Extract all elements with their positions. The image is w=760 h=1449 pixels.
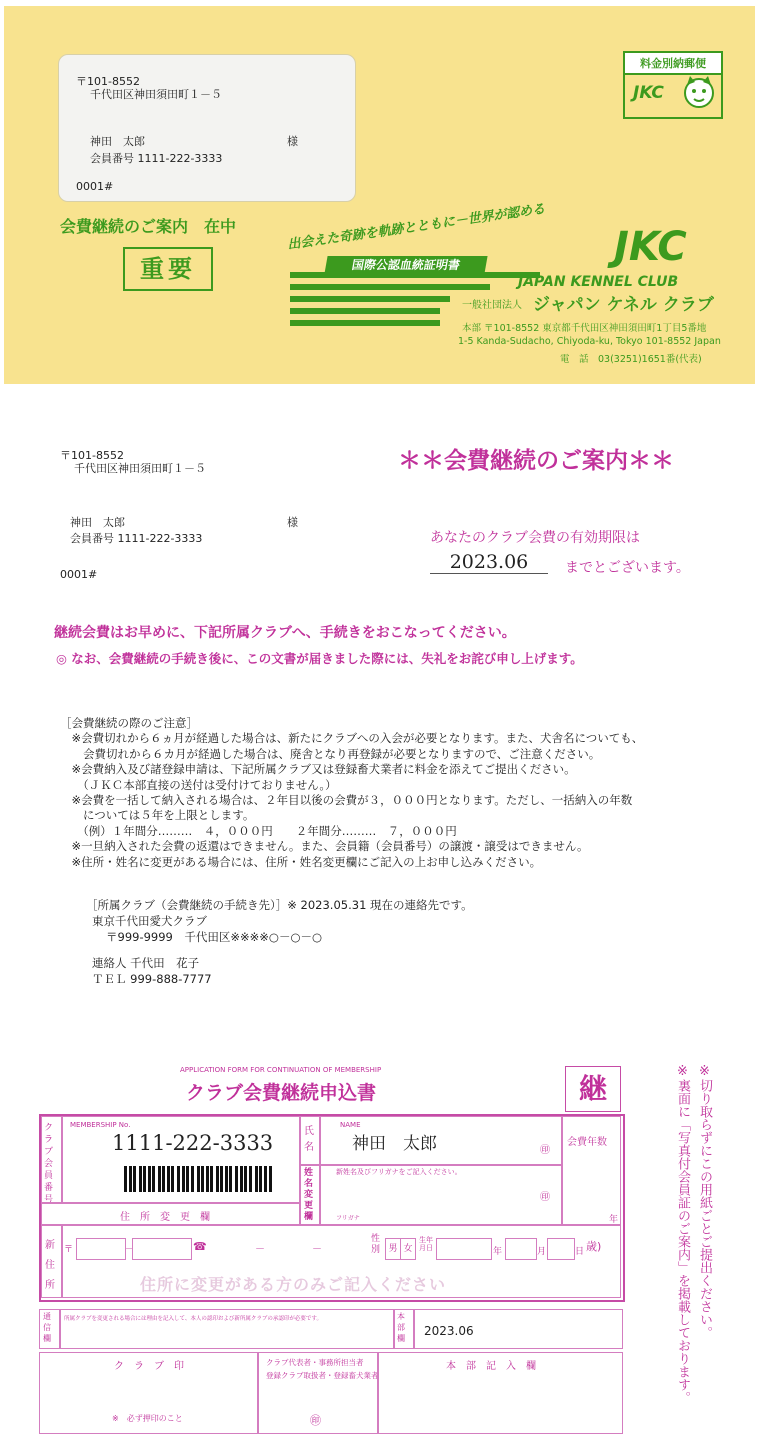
pedigree-banner: 国際公認血統証明書 [324,256,487,274]
note-line: ※会費納入及び諸登録申請は、下記所属クラブ又は登録畜犬業者に料金を添えてご提出ください。 [60,762,576,777]
rep-seal: ㊞ [310,1414,321,1427]
form-subtitle: APPLICATION FORM FOR CONTINUATION OF MEMBERSHIP [180,1066,382,1074]
membership-no: 1111-222-3333 [112,1131,274,1155]
window-code: 0001# [76,180,114,193]
phone-dash-2: － [312,1244,322,1255]
name-label: 氏名 [304,1126,314,1153]
rep-line-2: 登録クラブ取扱者・登録畜犬業者 [266,1371,379,1380]
letter-address: 千代田区神田須田町１－５ [74,462,206,475]
zip-dash: － [125,1245,135,1255]
expiry-suffix: までとございます。 [565,560,690,576]
note-line: ※会費を一括して納入される場合は、２年目以後の会費が３，０００円となります。ただし、一括納入の年数 [60,793,633,808]
club-tel: ＴＥＬ 999-888-7777 [92,972,212,986]
age-label: 歳) [586,1240,602,1253]
birth-label: 生年月日 [419,1236,433,1252]
note-line: ※一旦納入された会費の返還はできません。また、会員籍（会員番号）の譲渡・譲受はできません。 [60,839,589,854]
letter-code: 0001# [60,568,98,581]
notice-2: ◎ なお、会費継続の手続き後に、この文書が届きました際には、失礼をお詫び申し上げます。 [56,651,583,666]
furigana-label: フリガナ [336,1215,360,1222]
male-option[interactable]: 男 [385,1238,401,1260]
window-name: 神田 太郎 [90,135,145,148]
club-name: 東京千代田愛犬クラブ [92,914,207,928]
note-line: 会費切れから６カ月が経過した場合は、廃舎となり再登録が必要となりますので、ご注意ください。 [60,746,601,761]
continue-mark: 継 [565,1066,621,1112]
org-prefix: 一般社団法人 [462,300,522,311]
club-name-en: JAPAN KENNEL CLUB [518,274,679,290]
club-heading: ［所属クラブ（会費継続の手続き先）］※ 2023.05.31 現在の連絡先です。 [86,898,473,912]
dog-icon [681,75,717,111]
hq-address: 本部 〒101-8552 東京都千代田区神田須田町1丁目5番地 [462,323,707,334]
name-value: 神田 太郎 [352,1134,437,1154]
name-seal: ㊞ [540,1145,550,1156]
zip-boxes-2[interactable] [132,1238,192,1260]
birth-day-boxes[interactable] [547,1238,575,1260]
address-change-label: 住 所 変 更 欄 [120,1212,210,1223]
birth-month-unit: 月 [537,1247,547,1257]
name-change-label: 姓名変更欄 [304,1168,314,1222]
fee-years-label: 会費年数 [567,1137,607,1148]
address-watermark: 住所に変更がある方のみご記入ください [140,1275,447,1294]
note-line: ※住所・姓名に変更がある場合には、住所・姓名変更欄にご記入の上お申し込みください。 [60,854,542,869]
stamp-logo: JKC [633,83,664,103]
expiry-intro: あなたのクラブ会費の有効期限は [430,530,640,546]
side-note-1: ※切り取らずにこの用紙ごとご提出ください。 [697,1064,712,1339]
enclosed-label: 会費継続のご案内 在中 [60,217,237,236]
letter-title: ＊＊会費継続のご案内＊＊ [398,448,674,474]
note-line: ［会費継続の際のご注意］ [60,716,198,730]
comm-label: 通信欄 [43,1312,51,1343]
hq-label: 本部欄 [397,1312,405,1343]
rep-line-1: クラブ代表者・事務所担当者 [266,1358,364,1367]
note-line: （ＪＫＣ本部直接の送付は受付けておりません。） [60,777,337,792]
comm-note: 所属クラブを変更される場合には理由を記入して、本人の認印および新所属クラブの承認印が必要です。 [64,1316,322,1322]
org-name: ジャパン ケネル クラブ [533,295,714,315]
note-line: については５年を上限とします。 [60,808,255,823]
club-seal-label: ク ラ ブ 印 [114,1361,184,1372]
window-honorific: 様 [287,135,298,148]
window-zip: 〒101-8552 [76,75,140,88]
birth-month-boxes[interactable] [505,1238,537,1260]
expiry-date: 2023.06 [430,551,548,574]
name-change-note: 新姓名及びフリガナをご記入ください。 [336,1168,462,1176]
letter-honorific: 様 [287,516,298,529]
slogan: 出会えた奇跡を軌跡とともに－世界が認める [286,201,547,253]
letter-zip: 〒101-8552 [60,449,124,462]
hq-value: 2023.06 [424,1324,474,1338]
note-line: ※会費切れから６ヵ月が経過した場合は、新たにクラブへの入会が必要となります。また、犬舎名についても、 [60,731,644,746]
hq-entry-label: 本 部 記 入 欄 [446,1361,536,1372]
note-line: （例）１年間分……… ４，０００円 ２年間分……… ７，０００円 [60,823,457,838]
barcode [124,1166,272,1192]
fee-years-unit: 年 [609,1215,619,1225]
jkc-logo: JKC [614,224,687,270]
form-title: クラブ会費継続申込書 [186,1082,377,1104]
phone-dash-1: － [255,1244,265,1255]
club-address: 〒999-9999 千代田区※※※※○－○－○ [106,930,323,944]
sex-label: 性別 [371,1234,381,1255]
notes-block [60,716,643,870]
zip-mark: 〒 [64,1245,74,1255]
name-change-seal: ㊞ [540,1192,550,1203]
stamp-label: 料金別納郵便 [625,53,721,75]
hq-phone: 電 話 03(3251)1651番(代表) [560,354,702,365]
letter-member-number: 会員番号 1111-222-3333 [70,532,203,545]
hq-address-en: 1-5 Kanda-Sudacho, Chiyoda-ku, Tokyo 101-8552 Japan [458,336,721,347]
letter-name: 神田 太郎 [70,516,125,529]
window-address: 千代田区神田須田町１－５ [90,88,222,101]
window-member-number: 会員番号 1111-222-3333 [90,152,223,165]
side-note-2: ※裏面に「写真付会員証のご案内」を掲載しております。 [675,1064,690,1404]
name-en-label: NAME [340,1121,361,1129]
postage-stamp [623,51,723,119]
birth-year-boxes[interactable] [436,1238,492,1260]
member-number-label: クラブ会員番号 [44,1123,54,1205]
club-contact: 連絡人 千代田 花子 [92,956,200,970]
birth-day-unit: 日 [575,1247,585,1257]
zip-boxes-1[interactable] [76,1238,126,1260]
female-option[interactable]: 女 [400,1238,416,1260]
notice-1: 継続会費はお早めに、下記所属クラブへ、手続きをおこなってください。 [54,625,516,641]
membership-no-label: MEMBERSHIP No. [70,1121,131,1129]
birth-year-unit: 年 [493,1247,503,1257]
new-address-label: 新住所 [45,1240,55,1291]
important-box: 重要 [123,247,213,291]
phone-icon: ☎ [193,1240,207,1253]
must-seal-note: ※ 必ず押印のこと [112,1414,183,1423]
